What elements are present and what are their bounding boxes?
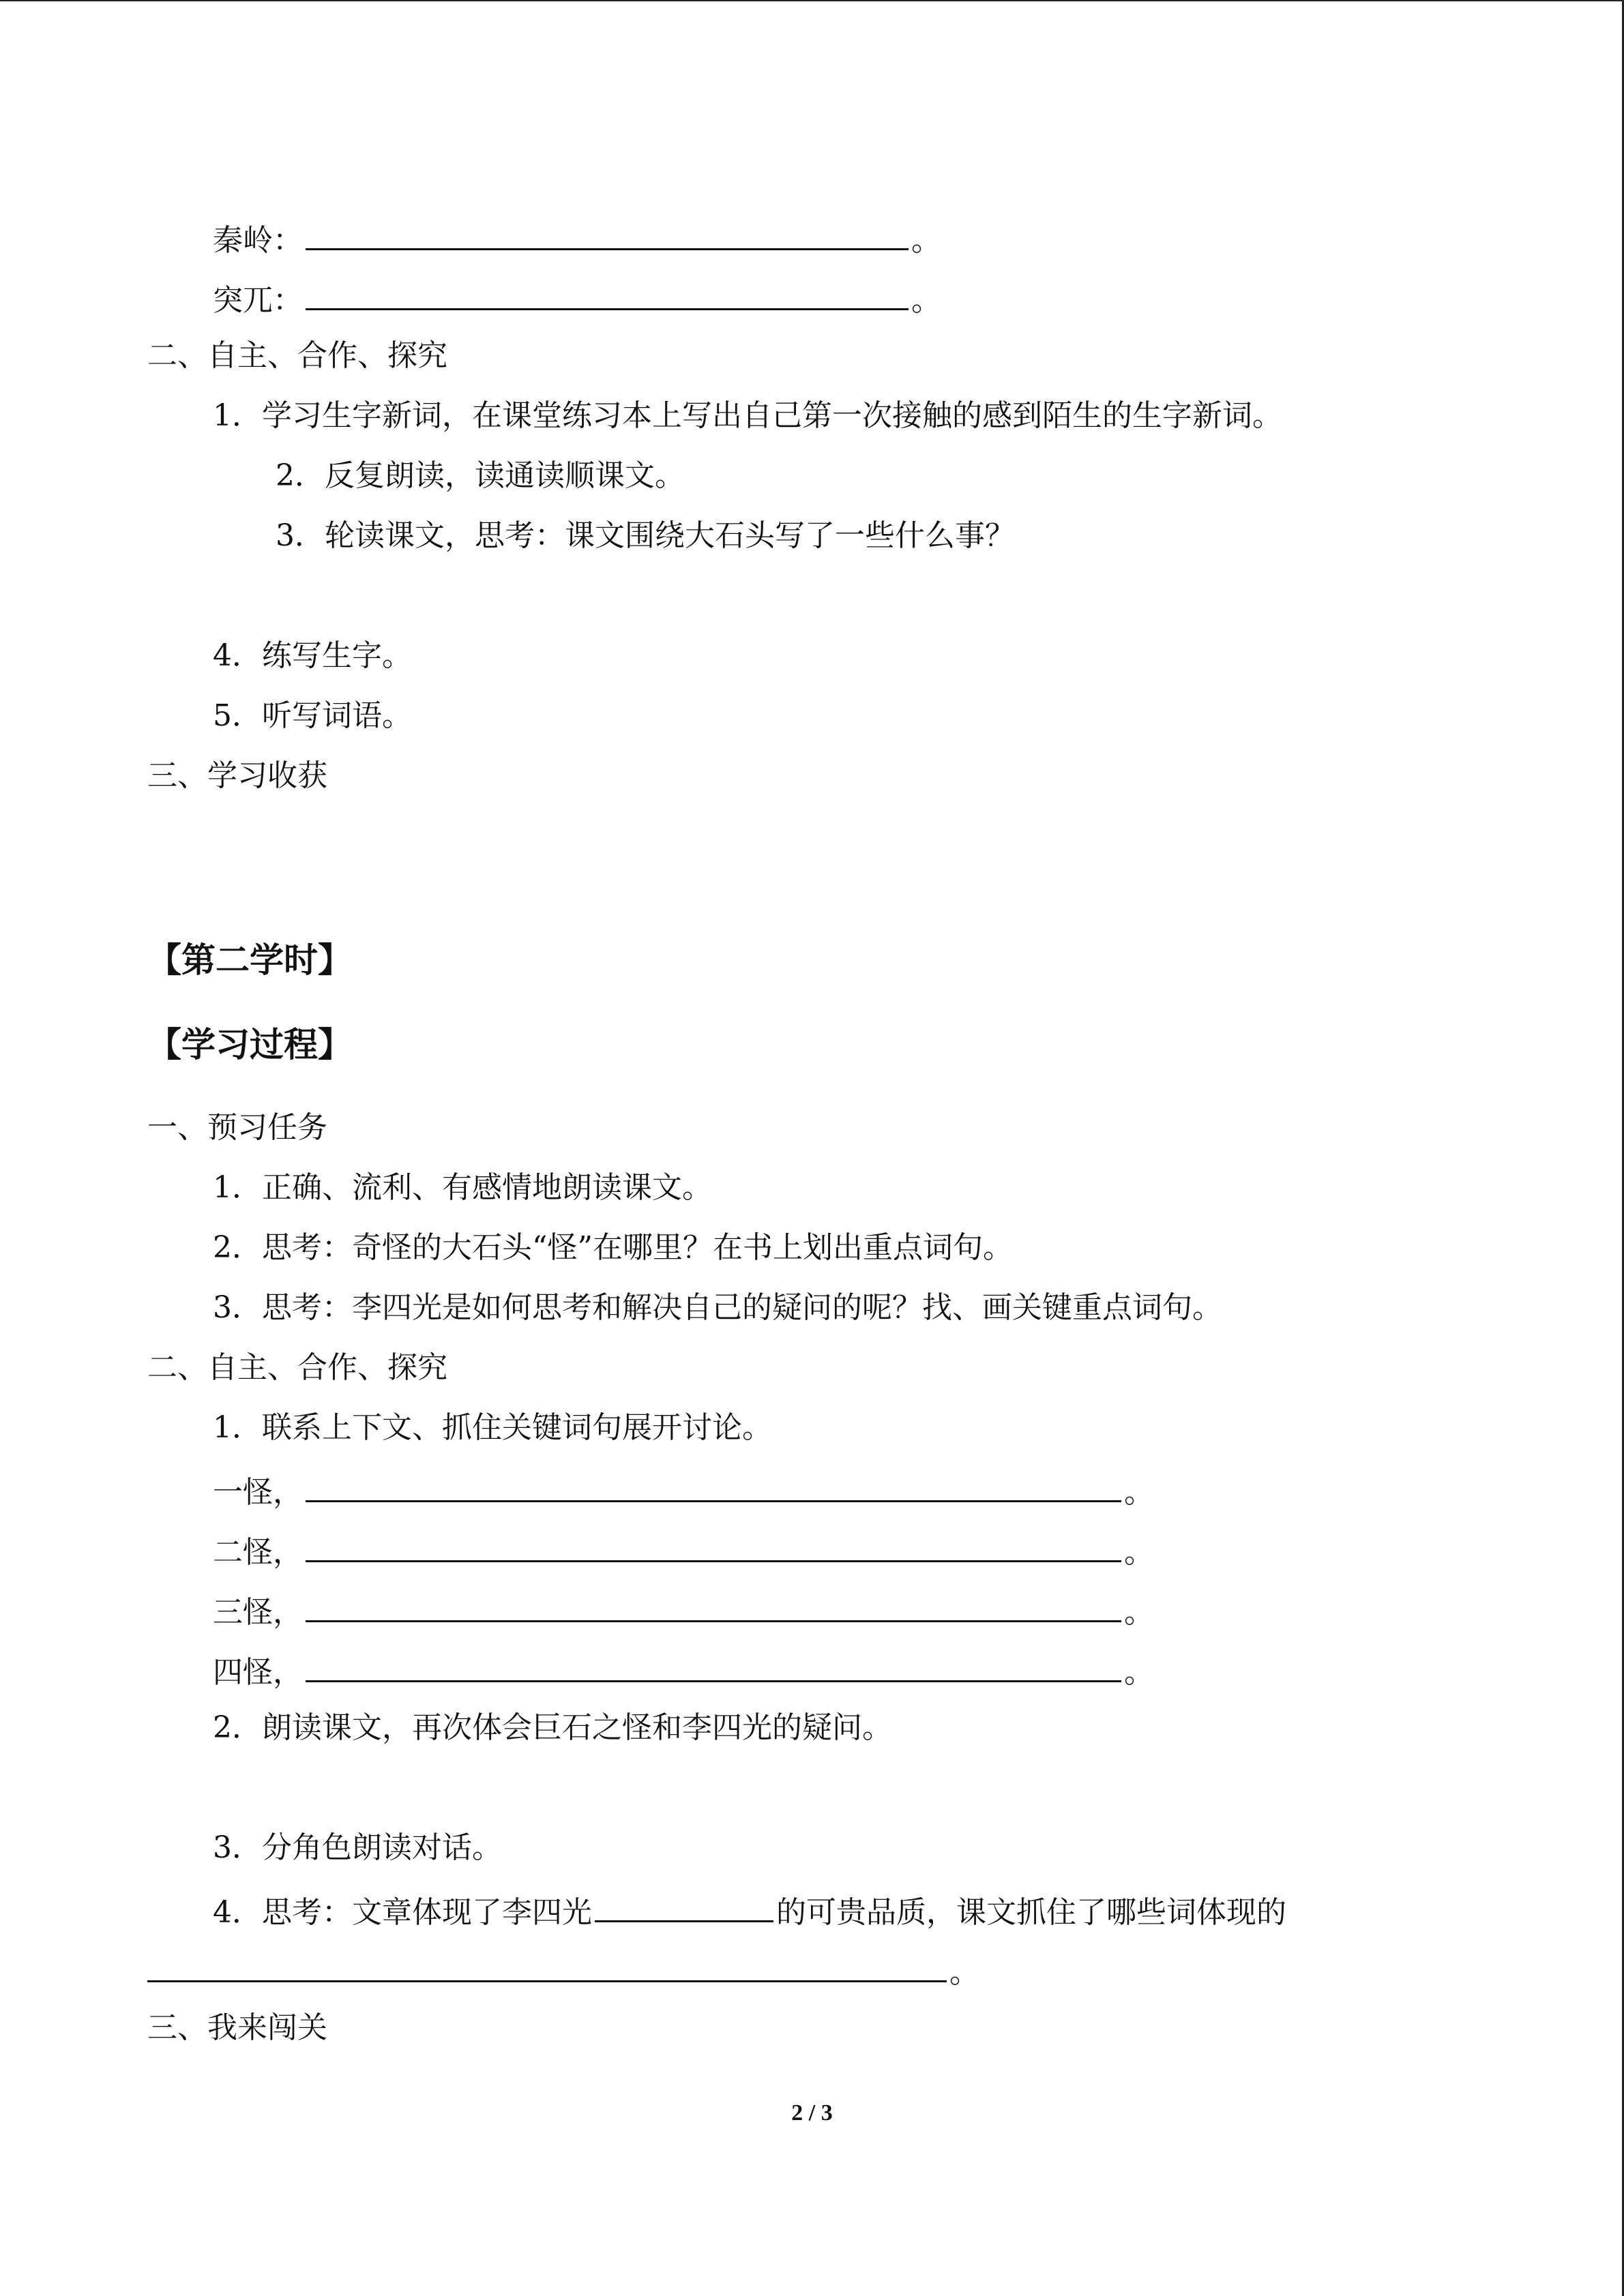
fill-line-qinling [213, 215, 941, 256]
term-label: 突兀： [213, 283, 303, 318]
term-label: 秦岭： [213, 223, 303, 258]
section-heading: 二、自主、合作、探究 [147, 338, 447, 373]
list-item: 1．正确、流利、有感情地朗读课文。 [213, 1170, 712, 1205]
answer-blank[interactable] [306, 1587, 1121, 1622]
list-item: 4．练写生字。 [213, 638, 412, 673]
end-mark: 。 [949, 1955, 979, 1990]
end-mark: 。 [1124, 1655, 1154, 1690]
answer-blank[interactable] [306, 1648, 1121, 1682]
answer-blank[interactable] [306, 215, 909, 250]
fill-label: 一怪， [213, 1475, 303, 1510]
page-number: 2 / 3 [791, 2100, 833, 2126]
fill-label: 四怪， [213, 1655, 303, 1690]
fill-label: 二怪， [213, 1535, 303, 1570]
section-heading: 一、预习任务 [147, 1110, 327, 1145]
page-border-top [0, 0, 1624, 1]
list-item: 3．分角色朗读对话。 [213, 1830, 502, 1865]
answer-blank[interactable] [595, 1888, 773, 1922]
fill-line-strange1 [213, 1467, 1154, 1508]
section-heading: 三、学习收获 [147, 758, 327, 793]
answer-blank[interactable] [147, 1948, 947, 1982]
list-item: 3．轮读课文，思考：课文围绕大石头写了一些什么事？ [276, 518, 1015, 553]
fill-line-quality [213, 1888, 1286, 1928]
answer-blank[interactable] [306, 1527, 1121, 1562]
answer-blank[interactable] [306, 1467, 1121, 1502]
fill-line-strange4 [213, 1648, 1154, 1688]
fill-line-tuwu [213, 275, 941, 316]
lesson-title: 【第二学时】 [147, 940, 352, 980]
fill-line-words [147, 1948, 979, 1988]
list-item: 3．思考：李四光是如何思考和解决自己的疑问的呢？找、画关键重点词句。 [213, 1290, 1222, 1325]
fill-label: 三怪， [213, 1595, 303, 1630]
question-text: 的可贵品质，课文抓住了哪些词体现的 [776, 1895, 1286, 1930]
section-heading: 三、我来闯关 [147, 2010, 327, 2045]
fill-line-strange2 [213, 1527, 1154, 1568]
fill-line-strange3 [213, 1587, 1154, 1628]
section-heading: 二、自主、合作、探究 [147, 1350, 447, 1385]
end-mark: 。 [911, 223, 941, 258]
end-mark: 。 [1124, 1595, 1154, 1630]
end-mark: 。 [911, 283, 941, 318]
list-item: 2．反复朗读，读通读顺课文。 [276, 458, 685, 493]
list-item: 2．朗读课文，再次体会巨石之怪和李四光的疑问。 [213, 1710, 892, 1745]
answer-blank[interactable] [306, 275, 909, 310]
end-mark: 。 [1124, 1475, 1154, 1510]
question-text: 4．思考：文章体现了李四光 [213, 1895, 592, 1930]
process-title: 【学习过程】 [147, 1024, 352, 1064]
list-item: 1．学习生字新词，在课堂练习本上写出自己第一次接触的感到陌生的生字新词。 [213, 398, 1282, 433]
end-mark: 。 [1124, 1535, 1154, 1570]
list-item: 1．联系上下文、抓住关键词句展开讨论。 [213, 1410, 772, 1445]
list-item: 5．听写词语。 [213, 698, 412, 733]
list-item: 2．思考：奇怪的大石头“怪”在哪里？在书上划出重点词句。 [213, 1230, 1013, 1265]
